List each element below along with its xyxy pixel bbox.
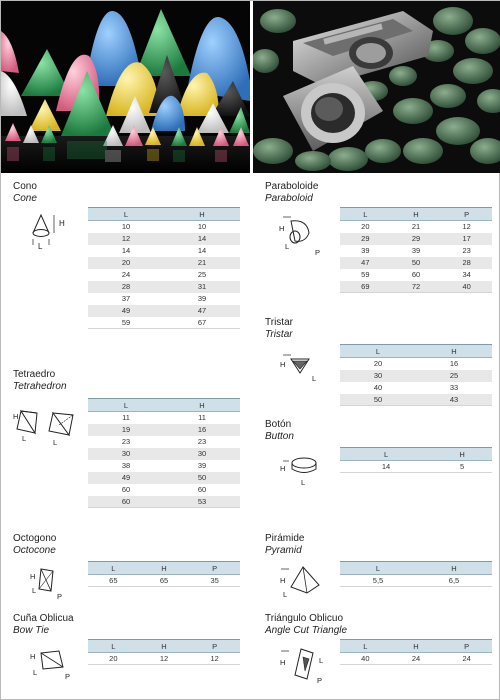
section-subtitle: Octocone: [13, 545, 56, 556]
section-subtitle: Paraboloid: [265, 193, 313, 204]
column-header: P: [189, 562, 240, 575]
h-dimension-label: H: [280, 360, 286, 369]
table-cell: 23: [441, 245, 492, 257]
p-dimension-label: P: [317, 676, 323, 685]
table-header-row: [88, 399, 240, 412]
section-title: Octogono: [13, 533, 57, 544]
table-cell: 19: [88, 424, 164, 436]
table-cell: 60: [88, 484, 164, 496]
table-cell: 23: [88, 436, 164, 448]
table-row: [340, 269, 492, 281]
table-row: [88, 233, 240, 245]
column-header: L: [340, 448, 432, 461]
table-cell: 10: [164, 221, 240, 233]
table-header-row: [340, 208, 492, 221]
table-row: [88, 424, 240, 436]
paraboloid-table: [340, 207, 492, 293]
metal-parts-photo: [253, 1, 500, 173]
table-row: [340, 575, 492, 587]
table-cell: 24: [441, 653, 492, 665]
h-dimension-label: H: [280, 464, 286, 473]
column-header: L: [340, 208, 391, 221]
table-header-row: [340, 562, 492, 575]
table-header-row: [88, 208, 240, 221]
cone-table: [88, 207, 240, 329]
section-title: Triángulo Oblicuo: [265, 613, 344, 624]
table-cell: 21: [164, 257, 240, 269]
table-cell: 5,5: [340, 575, 416, 587]
section-subtitle: Tristar: [265, 329, 293, 340]
table-cell: 40: [340, 382, 416, 394]
table-cell: 16: [416, 358, 492, 370]
table-cell: 39: [164, 460, 240, 472]
angle-cut-triangle-table: [340, 639, 492, 665]
table-cell: 40: [340, 653, 391, 665]
paraboloid-diagram: [277, 213, 339, 261]
table-cell: 37: [88, 293, 164, 305]
table-cell: 69: [340, 281, 391, 293]
table-cell: 60: [391, 269, 442, 281]
table-cell: 30: [164, 448, 240, 460]
table-row: [340, 370, 492, 382]
table-cell: 60: [88, 496, 164, 508]
table-cell: 34: [441, 269, 492, 281]
column-header: L: [88, 399, 164, 412]
table-cell: 14: [164, 245, 240, 257]
octocone-table: [88, 561, 240, 587]
table-cell: 28: [88, 281, 164, 293]
l-dimension-label: L: [32, 586, 37, 595]
table-cell: 35: [189, 575, 240, 587]
table-row: [88, 496, 240, 508]
column-header: H: [416, 562, 492, 575]
table-cell: 72: [391, 281, 442, 293]
cone-diagram: [27, 211, 87, 263]
table-cell: 59: [88, 317, 164, 329]
table-cell: 65: [139, 575, 190, 587]
table-row: [88, 575, 240, 587]
column-header: H: [416, 345, 492, 358]
plastic-cones-photo: [1, 1, 250, 173]
table-cell: 20: [340, 358, 416, 370]
table-row: [88, 269, 240, 281]
button-shape-diagram: [279, 449, 335, 489]
section-subtitle: Tetrahedron: [13, 381, 67, 392]
table-cell: 20: [340, 221, 391, 233]
table-cell: 12: [139, 653, 190, 665]
column-header: L: [88, 562, 139, 575]
column-header: L: [340, 562, 416, 575]
table-row: [88, 653, 240, 665]
l-dimension-label: L: [38, 242, 43, 251]
l-dimension-label: L: [22, 434, 27, 443]
table-row: [88, 436, 240, 448]
table-cell: 14: [340, 461, 432, 473]
table-cell: 25: [164, 269, 240, 281]
tristar-diagram: [279, 347, 335, 387]
table-row: [88, 305, 240, 317]
table-row: [88, 317, 240, 329]
column-header: H: [164, 208, 240, 221]
table-cell: 20: [88, 653, 139, 665]
section-title: Cuña Oblicua: [13, 613, 74, 624]
table-cell: 43: [416, 394, 492, 406]
column-header: L: [340, 345, 416, 358]
table-cell: 11: [88, 412, 164, 424]
table-row: [88, 412, 240, 424]
table-cell: 12: [441, 221, 492, 233]
table-cell: 40: [441, 281, 492, 293]
column-header: H: [391, 208, 442, 221]
h-dimension-label: H: [279, 224, 285, 233]
table-cell: 31: [164, 281, 240, 293]
table-cell: 10: [88, 221, 164, 233]
table-cell: 50: [340, 394, 416, 406]
table-header-row: [88, 562, 240, 575]
table-cell: 20: [88, 257, 164, 269]
column-header: P: [441, 640, 492, 653]
l-dimension-label: L: [33, 668, 38, 677]
table-cell: 12: [189, 653, 240, 665]
octocone-diagram: [29, 563, 83, 603]
p-dimension-label: P: [57, 592, 63, 601]
table-cell: 14: [164, 233, 240, 245]
tetrahedron-diagram: [13, 407, 87, 455]
table-header-row: [340, 448, 492, 461]
table-cell: 21: [391, 221, 442, 233]
column-header: L: [340, 640, 391, 653]
column-header: L: [88, 640, 139, 653]
table-row: [340, 221, 492, 233]
table-cell: 24: [391, 653, 442, 665]
tetrahedron-table: [88, 398, 240, 508]
p-dimension-label: P: [65, 672, 71, 681]
column-header: P: [441, 208, 492, 221]
table-cell: 50: [164, 472, 240, 484]
column-header: H: [139, 562, 190, 575]
table-row: [340, 233, 492, 245]
table-cell: 16: [164, 424, 240, 436]
table-row: [340, 461, 492, 473]
section-subtitle: Angle Cut Triangle: [265, 625, 348, 636]
angle-cut-triangle-diagram: [279, 643, 337, 691]
table-cell: 38: [88, 460, 164, 472]
section-subtitle: Pyramid: [265, 545, 302, 556]
p-dimension-label: P: [315, 248, 321, 257]
l-dimension-label: L: [53, 438, 58, 447]
bow-tie-diagram: [29, 643, 85, 683]
table-row: [340, 257, 492, 269]
column-header: H: [391, 640, 442, 653]
table-cell: 5: [432, 461, 492, 473]
table-cell: 49: [88, 305, 164, 317]
table-cell: 50: [391, 257, 442, 269]
table-cell: 65: [88, 575, 139, 587]
table-row: [88, 448, 240, 460]
table-cell: 53: [164, 496, 240, 508]
table-header-row: [88, 640, 240, 653]
table-cell: 12: [88, 233, 164, 245]
column-header: H: [139, 640, 190, 653]
table-cell: 39: [340, 245, 391, 257]
l-dimension-label: L: [319, 656, 324, 665]
section-subtitle: Button: [265, 431, 294, 442]
table-header-row: [340, 345, 492, 358]
column-header: L: [88, 208, 164, 221]
table-row: [88, 472, 240, 484]
section-subtitle: Cone: [13, 193, 37, 204]
pyramid-diagram: [279, 563, 335, 605]
table-cell: 39: [391, 245, 442, 257]
table-row: [88, 245, 240, 257]
table-cell: 29: [391, 233, 442, 245]
table-row: [340, 394, 492, 406]
table-row: [340, 281, 492, 293]
table-cell: 39: [164, 293, 240, 305]
h-dimension-label: H: [30, 572, 36, 581]
table-cell: 30: [88, 448, 164, 460]
bow-tie-table: [88, 639, 240, 665]
table-cell: 25: [416, 370, 492, 382]
table-cell: 67: [164, 317, 240, 329]
table-cell: 49: [88, 472, 164, 484]
l-dimension-label: L: [312, 374, 317, 383]
section-title: Tristar: [265, 317, 293, 328]
column-header: H: [432, 448, 492, 461]
table-row: [340, 245, 492, 257]
table-row: [88, 460, 240, 472]
section-subtitle: Bow Tie: [13, 625, 50, 636]
h-dimension-label: H: [30, 652, 36, 661]
table-header-row: [340, 640, 492, 653]
column-header: H: [164, 399, 240, 412]
column-header: P: [189, 640, 240, 653]
tristar-table: [340, 344, 492, 406]
pyramid-table: [340, 561, 492, 587]
button-table: [340, 447, 492, 473]
table-cell: 11: [164, 412, 240, 424]
h-dimension-label: H: [280, 658, 286, 667]
h-dimension-label: H: [59, 219, 65, 228]
table-cell: 33: [416, 382, 492, 394]
table-row: [88, 484, 240, 496]
l-dimension-label: L: [283, 590, 288, 599]
table-cell: 59: [340, 269, 391, 281]
table-row: [88, 293, 240, 305]
table-cell: 23: [164, 436, 240, 448]
table-row: [340, 653, 492, 665]
table-row: [88, 221, 240, 233]
table-cell: 17: [441, 233, 492, 245]
table-cell: 60: [164, 484, 240, 496]
l-dimension-label: L: [301, 478, 306, 487]
section-title: Tetraedro: [13, 369, 56, 380]
section-title: Pirámide: [265, 533, 305, 544]
l-dimension-label: L: [285, 242, 290, 251]
table-cell: 28: [441, 257, 492, 269]
table-row: [88, 257, 240, 269]
table-row: [88, 281, 240, 293]
table-cell: 29: [340, 233, 391, 245]
table-cell: 47: [164, 305, 240, 317]
table-row: [340, 382, 492, 394]
section-title: Botón: [265, 419, 292, 430]
table-cell: 47: [340, 257, 391, 269]
h-dimension-label: H: [13, 412, 19, 421]
table-cell: 24: [88, 269, 164, 281]
table-row: [340, 358, 492, 370]
table-cell: 6,5: [416, 575, 492, 587]
table-cell: 30: [340, 370, 416, 382]
section-title: Cono: [13, 181, 37, 192]
h-dimension-label: H: [280, 576, 286, 585]
section-title: Paraboloide: [265, 181, 319, 192]
table-cell: 14: [88, 245, 164, 257]
